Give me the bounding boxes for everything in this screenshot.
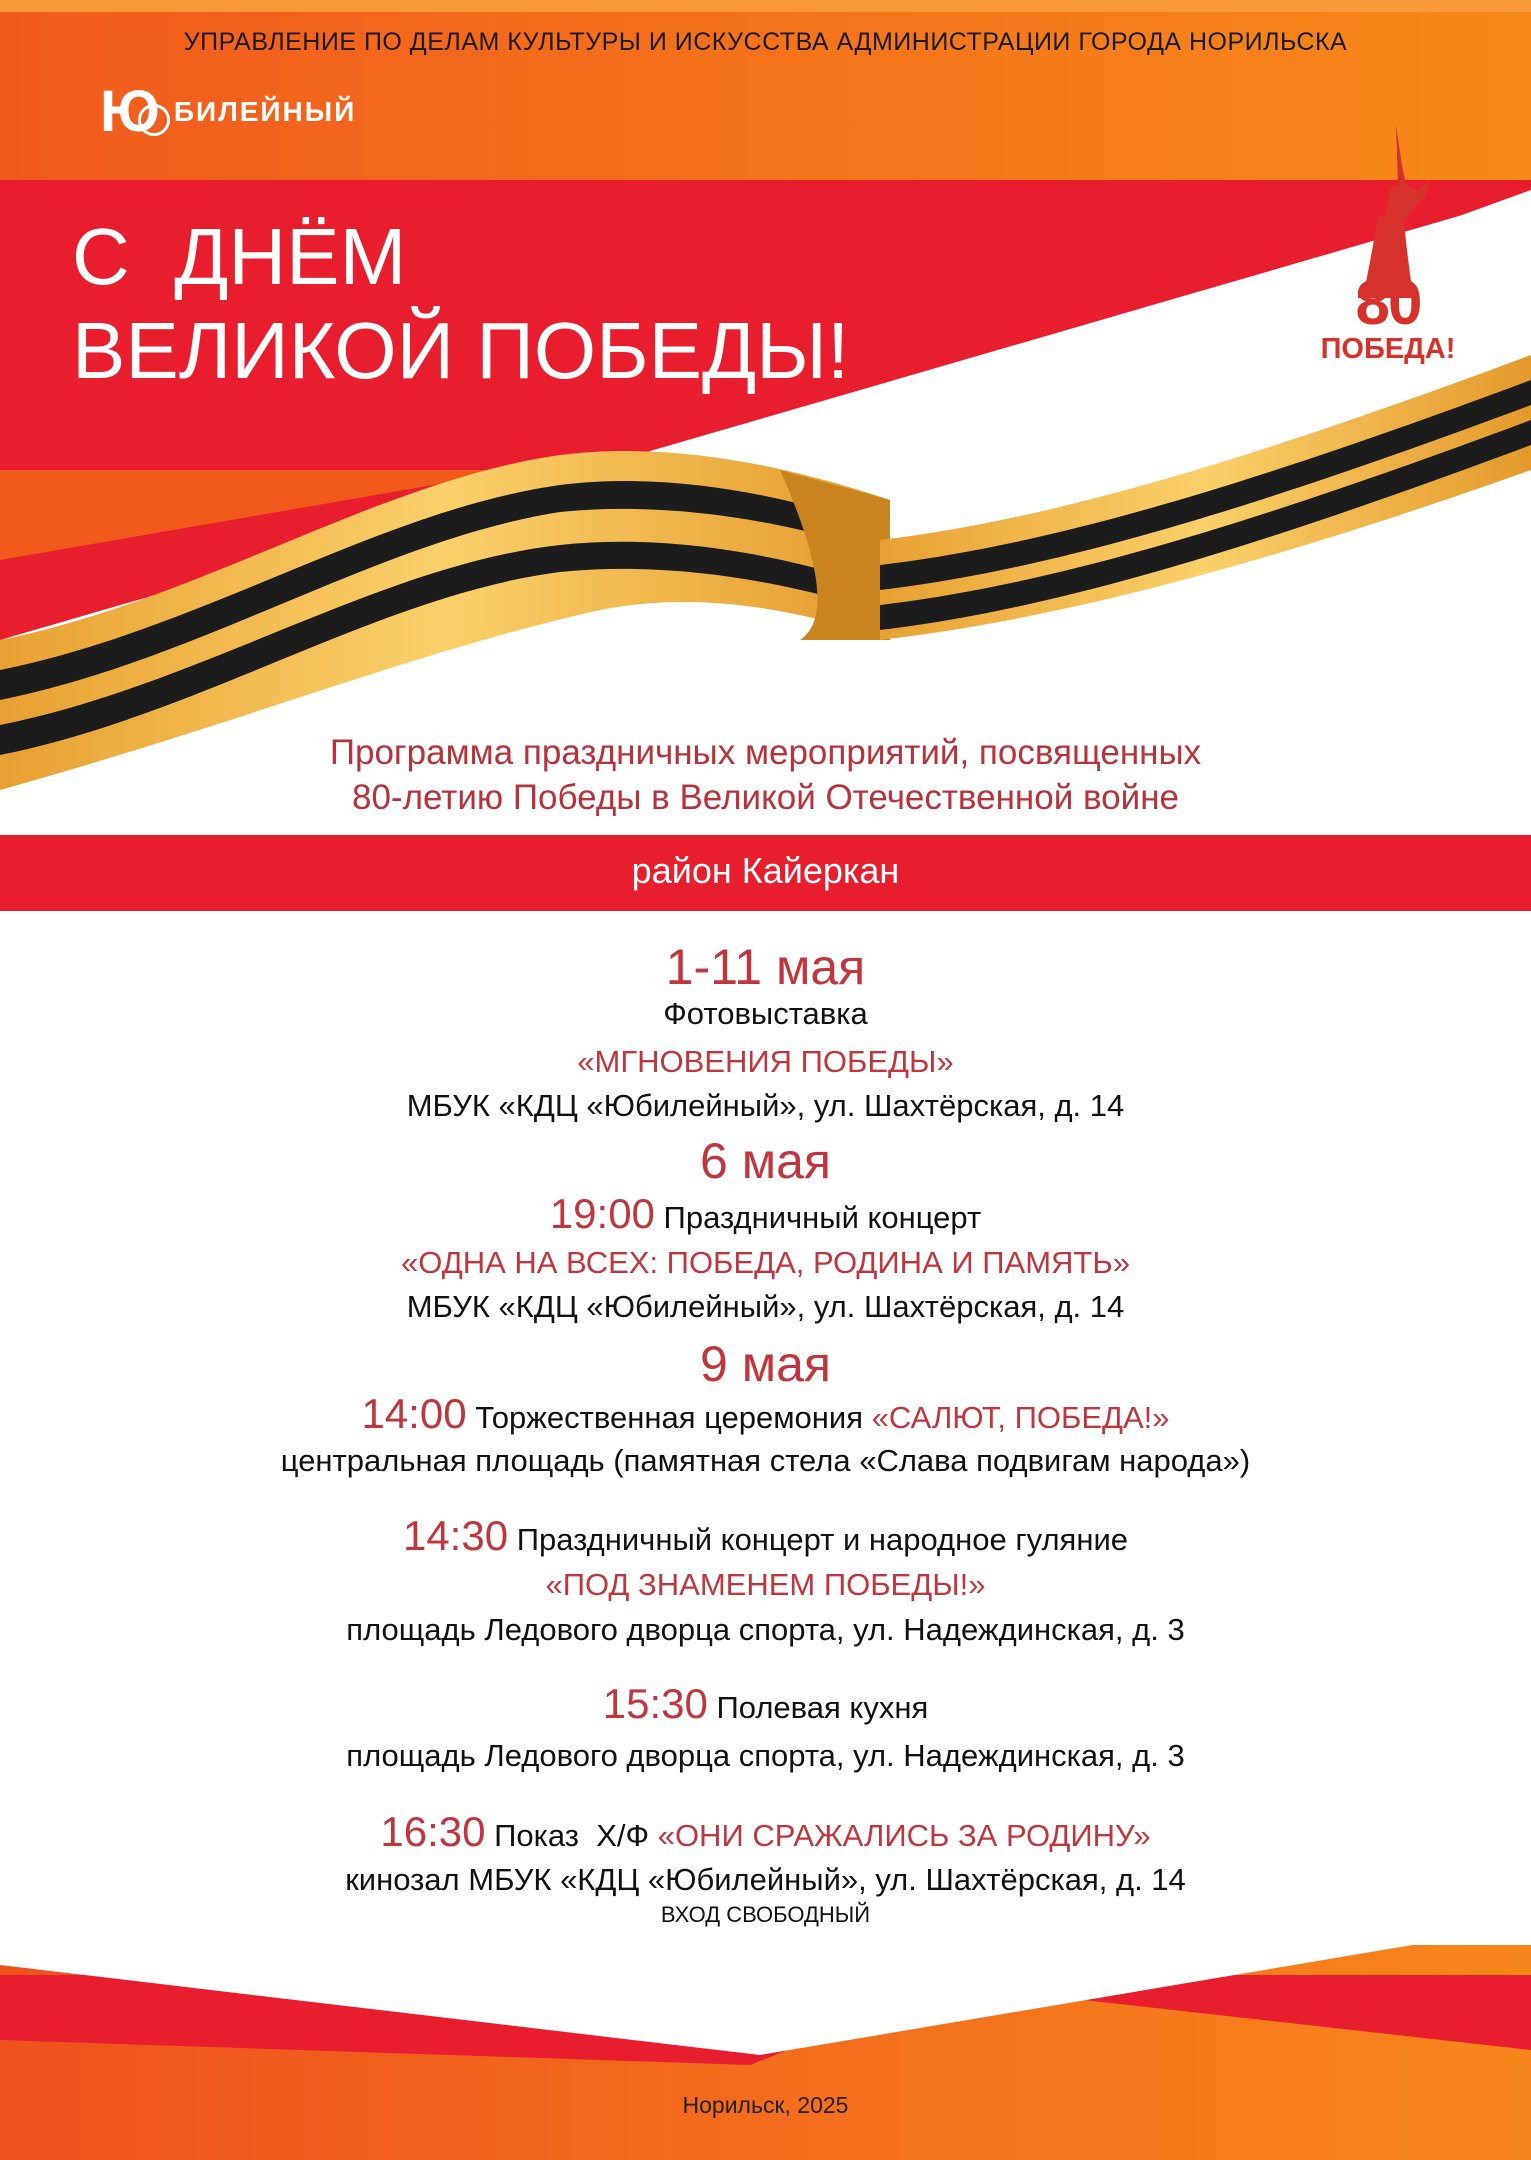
event-name: «ОДНА НА ВСЕХ: ПОБЕДА, РОДИНА И ПАМЯТЬ» [401, 1245, 1130, 1280]
logo-mark: Ю [100, 79, 156, 144]
logo-text: БИЛЕЙНЫЙ [173, 96, 357, 127]
event-place: центральная площадь (памятная стела «Слава подвигам народа») [280, 1443, 1251, 1478]
event-name: «ОНИ СРАЖАЛИСЬ ЗА РОДИНУ» [657, 1818, 1151, 1853]
top-light-stripe [0, 0, 1531, 12]
event-time: 14:00 [361, 1390, 467, 1437]
headline [72, 210, 849, 398]
emblem-number: 80 [1355, 269, 1421, 338]
emblem-word: ПОБЕДА! [1320, 333, 1456, 365]
district-name: район Кайеркан [631, 850, 900, 891]
subtitle-line2: 80-летию Победы в Великой Отечественной войне [352, 778, 1179, 817]
event-date: 9 мая [700, 1336, 831, 1392]
agency-name: УПРАВЛЕНИЕ ПО ДЕЛАМ КУЛЬТУРЫ И ИСКУССТВА АДМИНИСТРАЦИИ ГОРОДА НОРИЛЬСКА [183, 28, 1348, 56]
event-name: «МГНОВЕНИЯ ПОБЕДЫ» [577, 1044, 954, 1079]
headline-line1: С ДНЁМ [72, 212, 407, 301]
event-name: «САЛЮТ, ПОБЕДА!» [871, 1400, 1170, 1435]
event-time: 14:30 [402, 1512, 509, 1559]
event-type: Праздничный концерт [663, 1200, 982, 1235]
event-type: Праздничный концерт и народное гуляние [516, 1522, 1129, 1557]
event-title-row [0, 1190, 1531, 1238]
event-date: 1-11 мая [665, 939, 866, 995]
free-entry-note: ВХОД СВОБОДНЫЙ [660, 1902, 871, 1927]
victory-80-emblem [1318, 269, 1458, 365]
footer-city-year: Норильск, 2025 [682, 2092, 849, 2118]
event-time: 19:00 [549, 1190, 655, 1237]
event-time: 15:30 [602, 1680, 708, 1727]
event-time: 16:30 [380, 1808, 486, 1855]
logo-ring-icon [138, 104, 170, 136]
event-title-row [0, 1390, 1531, 1438]
event-name: «ПОД ЗНАМЕНЕМ ПОБЕДЫ!» [545, 1567, 986, 1602]
headline-line2: ВЕЛИКОЙ ПОБЕДЫ! [72, 306, 850, 395]
yubileyny-logo [100, 79, 357, 144]
event-title-row [0, 1680, 1531, 1728]
event-title-row [0, 1512, 1531, 1560]
event-type: Показ Х/Ф [494, 1818, 650, 1853]
event-place: МБУК «КДЦ «Юбилейный», ул. Шахтёрская, д. 14 [406, 1289, 1125, 1324]
event-date: 6 мая [700, 1133, 831, 1189]
event-place: кинозал МБУК «КДЦ «Юбилейный», ул. Шахтёрская, д. 14 [345, 1862, 1186, 1897]
subtitle-line1: Программа праздничных мероприятий, посвященных [329, 733, 1202, 772]
event-place: площадь Ледового дворца спорта, ул. Надеждинская, д. 3 [346, 1738, 1185, 1773]
event-type: Фотовыставка [663, 996, 868, 1031]
event-place: МБУК «КДЦ «Юбилейный», ул. Шахтёрская, д. 14 [406, 1088, 1125, 1123]
event-place: площадь Ледового дворца спорта, ул. Надеждинская, д. 3 [346, 1612, 1185, 1647]
event-type: Торжественная церемония [475, 1400, 864, 1435]
program-subtitle [0, 730, 1531, 820]
event-type: Полевая кухня [716, 1690, 929, 1725]
event-title-row [0, 1808, 1531, 1856]
